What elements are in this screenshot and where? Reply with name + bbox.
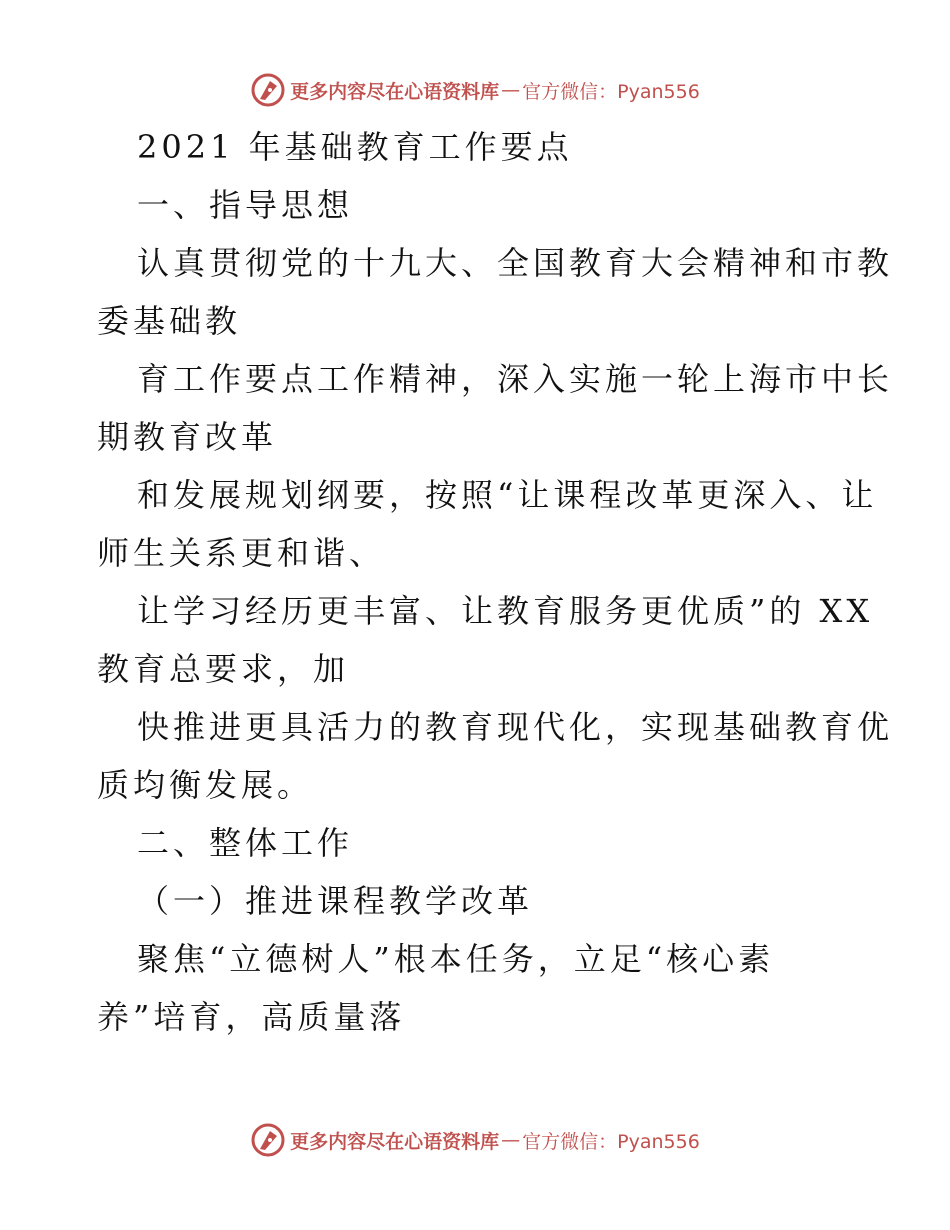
header-banner xyxy=(0,70,950,110)
paragraph-line: 认真贯彻党的十九大、全国教育大会精神和市教 xyxy=(137,244,894,282)
pen-nib-logo-icon xyxy=(250,1122,286,1158)
section-heading-guiding-ideology: 一、指导思想 xyxy=(137,186,354,224)
paragraph-line: 聚焦“立德树人”根本任务，立足“核心素 xyxy=(137,940,775,978)
section-heading-overall-work: 二、整体工作 xyxy=(137,824,354,862)
banner-main-text: 更多内容尽在心语资料库 xyxy=(290,80,500,103)
subsection-heading-curriculum-reform: （一）推进课程教学改革 xyxy=(137,882,534,920)
banner-wechat-text: 官方微信：Pyan556 xyxy=(522,80,700,103)
paragraph-line: 期教育改革 xyxy=(97,418,278,456)
document-title: 2021 年基础教育工作要点 xyxy=(137,128,573,166)
banner-separator: — xyxy=(501,1129,521,1151)
paragraph-line: 育工作要点工作精神，深入实施一轮上海市中长 xyxy=(137,360,894,398)
document-body xyxy=(97,118,894,1046)
paragraph-line: 师生关系更和谐、 xyxy=(97,534,386,572)
footer-banner xyxy=(0,1120,950,1160)
paragraph-line: 快推进更具活力的教育现代化，实现基础教育优 xyxy=(137,708,894,746)
paragraph-line: 委基础教 xyxy=(97,302,242,340)
paragraph-line: 教育总要求，加 xyxy=(97,650,350,688)
banner-separator: — xyxy=(501,79,521,101)
pen-nib-logo-icon xyxy=(250,72,286,108)
paragraph-line: 和发展规划纲要，按照“让课程改革更深入、让 xyxy=(137,476,878,514)
paragraph-line: 养”培育，高质量落 xyxy=(97,998,406,1036)
banner-wechat-text: 官方微信：Pyan556 xyxy=(522,1130,700,1153)
banner-main-text: 更多内容尽在心语资料库 xyxy=(290,1130,500,1153)
paragraph-line: 让学习经历更丰富、让教育服务更优质”的 XX xyxy=(137,592,874,630)
paragraph-line: 质均衡发展。 xyxy=(97,766,314,804)
